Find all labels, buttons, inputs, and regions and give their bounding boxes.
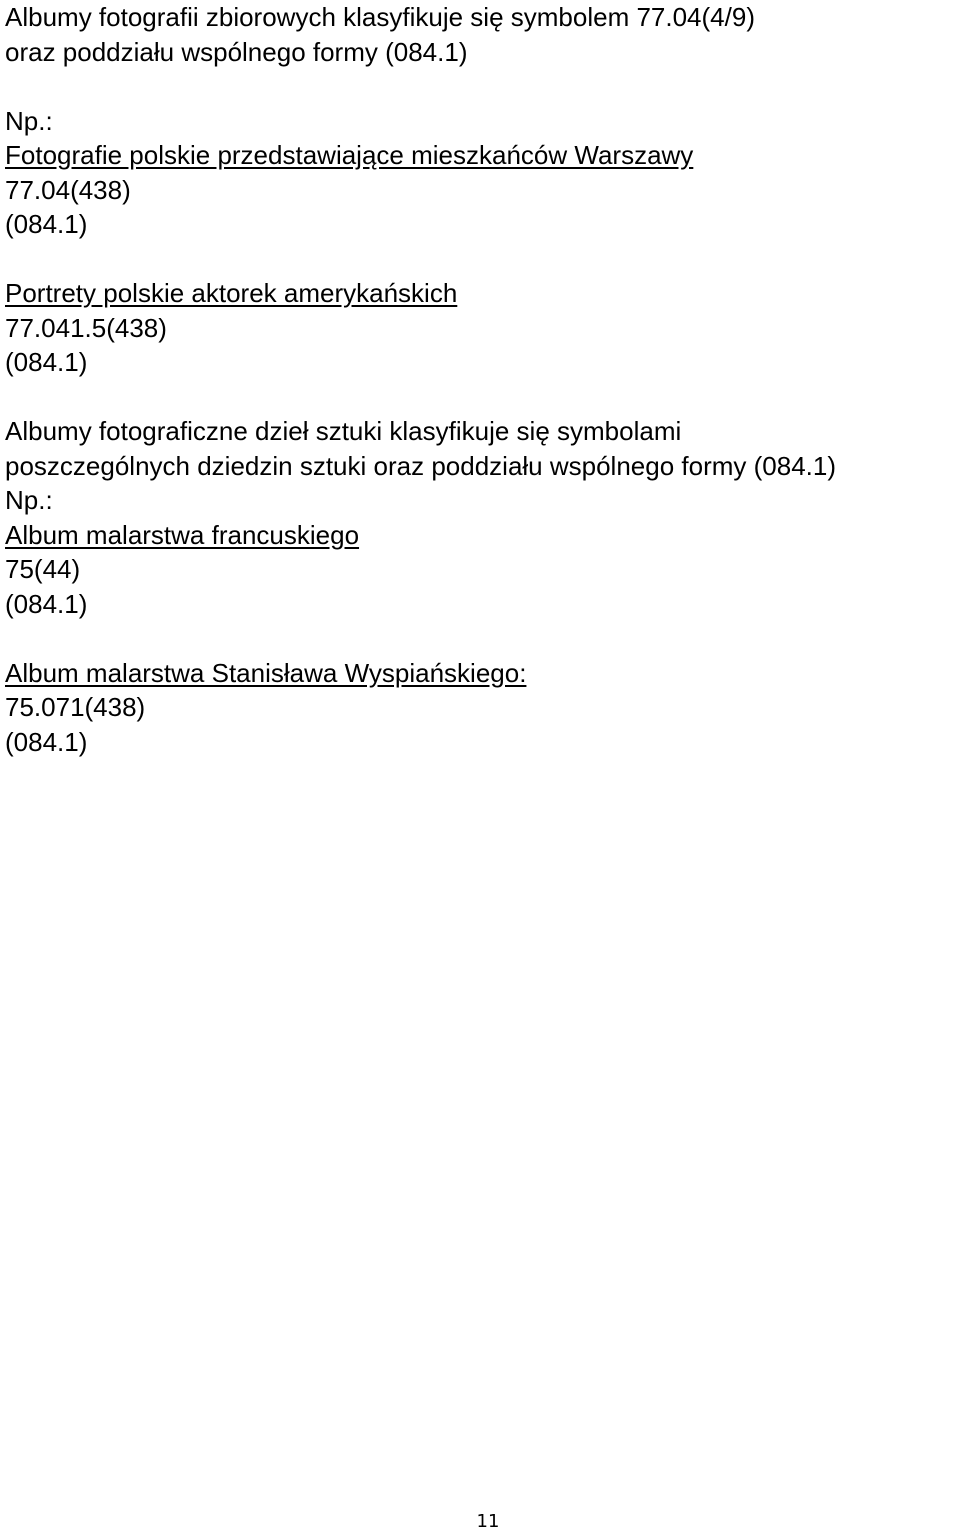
page-number: 11 — [476, 1511, 500, 1532]
form-subdivision: (084.1) — [5, 726, 88, 757]
classification-symbol: 77.041.5(438) — [5, 312, 167, 343]
example-title: Album malarstwa Stanisława Wyspiańskiego: — [5, 657, 527, 688]
form-subdivision: (084.1) — [5, 347, 88, 377]
example-label: Np.: — [5, 105, 53, 136]
rule-line-1: Albumy fotograficzne dzieł sztuki klasyfikuje się symbolami — [5, 416, 682, 446]
classification-symbol: 75.071(438) — [5, 692, 146, 722]
form-subdivision: (084.1) — [5, 588, 88, 619]
spacer — [5, 380, 957, 415]
classification-symbol: 75(44) — [5, 554, 81, 584]
spacer — [5, 621, 957, 656]
example-title: Portrety polskie aktorek amerykańskich — [5, 278, 458, 308]
spacer — [5, 242, 957, 277]
form-subdivision: (084.1) — [5, 209, 88, 239]
example-title: Fotografie polskie przedstawiające mieszkańców Warszawy — [5, 140, 694, 170]
example-label: Np.: — [5, 485, 53, 515]
document-body — [5, 0, 957, 759]
rule-line-2: poszczególnych dziedzin sztuki oraz poddziału wspólnego formy (084.1) — [5, 450, 836, 481]
intro-line-1: Albumy fotografii zbiorowych klasyfikuje się symbolem 77.04(4/9) — [5, 2, 755, 32]
spacer — [5, 69, 957, 104]
intro-line-2: oraz poddziału wspólnego formy (084.1) — [5, 36, 468, 67]
example-title: Album malarstwa francuskiego — [5, 519, 360, 550]
classification-symbol: 77.04(438) — [5, 174, 131, 205]
